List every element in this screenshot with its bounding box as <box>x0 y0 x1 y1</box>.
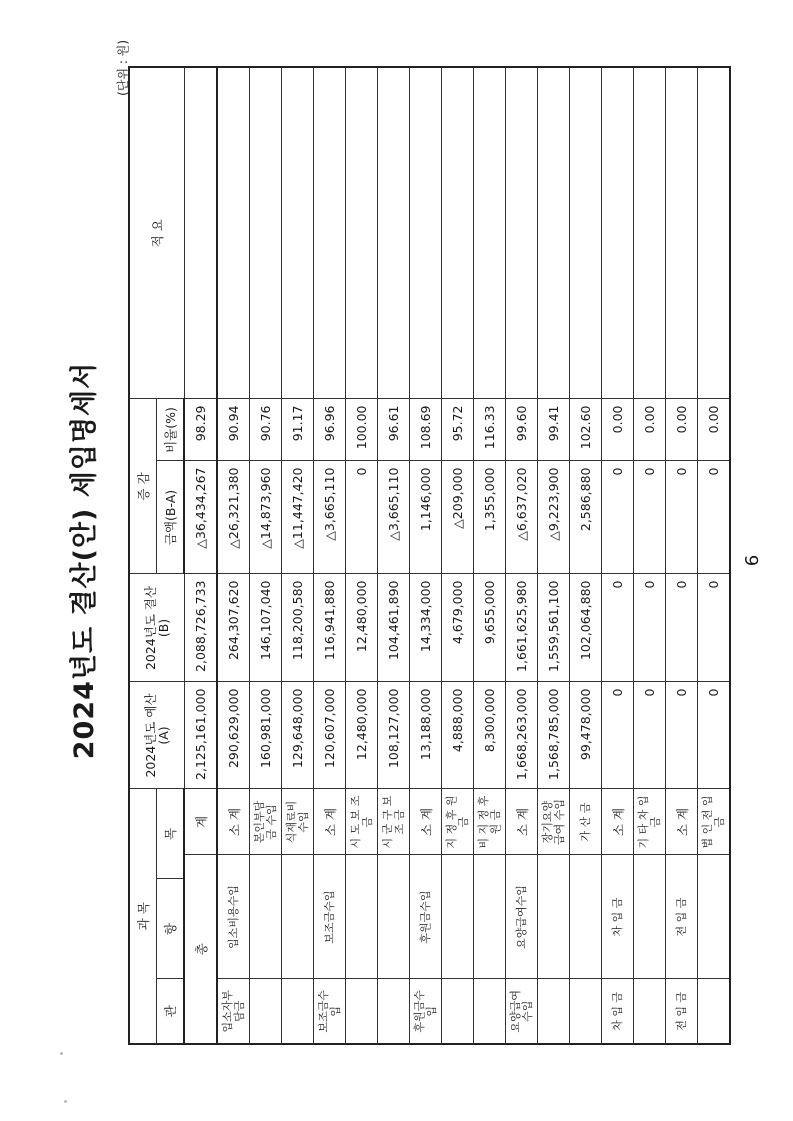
cell-hang <box>378 855 410 979</box>
cell-budget: 129,648,000 <box>282 682 314 789</box>
table-row <box>410 67 442 1044</box>
cell-hang <box>474 855 506 979</box>
cell-change-ratio: 102.60 <box>570 399 602 461</box>
cell-hang: 차 입 금 <box>602 855 634 979</box>
table-row <box>282 67 314 1044</box>
table-row <box>314 67 346 1044</box>
cell-budget: 1,568,785,000 <box>538 682 570 789</box>
cell-mok: 법 인 전 입 금 <box>698 789 731 855</box>
cell-gwan: 입소자부담금 <box>217 979 250 1044</box>
header-remarks: 적 요 <box>129 67 184 399</box>
table-row <box>538 67 570 1044</box>
cell-change-ratio: 108.69 <box>410 399 442 461</box>
cell-change-amount: 0 <box>602 461 634 574</box>
cell-hang: 입소비용수입 <box>217 855 250 979</box>
cell-change-amount: △26,321,380 <box>217 461 250 574</box>
cell-change-ratio: 96.61 <box>378 399 410 461</box>
cell-gwan <box>634 979 666 1044</box>
cell-change-ratio: 100.00 <box>346 399 378 461</box>
table-row <box>570 67 602 1044</box>
table-row <box>666 67 698 1044</box>
cell-mok: 장기요양급여 수입 <box>538 789 570 855</box>
cell-change-ratio: 99.41 <box>538 399 570 461</box>
cell-mok: 소 계 <box>314 789 346 855</box>
cell-mok: 소 계 <box>217 789 250 855</box>
cell-change-ratio: 0.00 <box>698 399 731 461</box>
cell-settlement: 104,461,890 <box>378 574 410 682</box>
cell-budget: 8,300,000 <box>474 682 506 789</box>
cell-mok: 소 계 <box>666 789 698 855</box>
cell-change-amount: △209,000 <box>442 461 474 574</box>
cell-budget: 160,981,000 <box>250 682 282 789</box>
cell-budget: 0 <box>634 682 666 789</box>
cell-settlement: 0 <box>602 574 634 682</box>
cell-remarks <box>570 67 602 399</box>
cell-gwan <box>282 979 314 1044</box>
cell-settlement: 1,559,561,100 <box>538 574 570 682</box>
cell-mok: 본인부담금 수입 <box>250 789 282 855</box>
table-row <box>250 67 282 1044</box>
cell-settlement: 264,307,620 <box>217 574 250 682</box>
cell-change-ratio: 90.76 <box>250 399 282 461</box>
cell-settlement: 146,107,040 <box>250 574 282 682</box>
cell-budget: 108,127,000 <box>378 682 410 789</box>
cell-settlement: 1,661,625,980 <box>506 574 538 682</box>
cell-change-ratio: 90.94 <box>217 399 250 461</box>
cell-settlement: 2,088,726,733 <box>184 574 217 682</box>
cell-remarks <box>314 67 346 399</box>
cell-remarks <box>634 67 666 399</box>
cell-remarks <box>442 67 474 399</box>
cell-change-amount: △11,447,420 <box>282 461 314 574</box>
cell-mok: 소 계 <box>506 789 538 855</box>
cell-budget: 1,668,263,000 <box>506 682 538 789</box>
cell-gwan <box>474 979 506 1044</box>
cell-change-amount: 1,146,000 <box>410 461 442 574</box>
unit-label: (단위 : 원) <box>116 40 130 96</box>
cell-mok: 가 산 금 <box>570 789 602 855</box>
cell-budget: 0 <box>602 682 634 789</box>
cell-remarks <box>602 67 634 399</box>
cell-budget: 120,607,000 <box>314 682 346 789</box>
cell-remarks <box>506 67 538 399</box>
table-row <box>634 67 666 1044</box>
cell-remarks <box>184 67 217 399</box>
cell-gwan <box>538 979 570 1044</box>
cell-change-amount: 0 <box>634 461 666 574</box>
header-mok: 목 <box>157 789 185 879</box>
cell-remarks <box>378 67 410 399</box>
cell-mok: 소 계 <box>602 789 634 855</box>
cell-hang <box>570 855 602 979</box>
cell-gwan <box>698 979 731 1044</box>
cell-gwan <box>346 979 378 1044</box>
table-row <box>217 67 250 1044</box>
cell-settlement: 0 <box>634 574 666 682</box>
cell-budget: 0 <box>698 682 731 789</box>
header-gwan: 관 <box>157 979 185 1044</box>
header-change-ratio: 비율(%) <box>157 399 185 461</box>
cell-gwan: 전 입 금 <box>666 979 698 1044</box>
cell-mok: 기 타 차 입 금 <box>634 789 666 855</box>
cell-gwan: 차 입 금 <box>602 979 634 1044</box>
cell-remarks <box>698 67 731 399</box>
cell-budget: 13,188,000 <box>410 682 442 789</box>
header-change-amount: 금액(B-A) <box>157 461 185 574</box>
cell-gwan: 후원금수입 <box>410 979 442 1044</box>
cell-gwan <box>378 979 410 1044</box>
header-settlement: 2024년도 결산(B) <box>129 574 184 682</box>
cell-settlement: 0 <box>666 574 698 682</box>
cell-remarks <box>666 67 698 399</box>
cell-hang <box>538 855 570 979</box>
cell-settlement: 0 <box>698 574 731 682</box>
cell-hang <box>346 855 378 979</box>
cell-remarks <box>250 67 282 399</box>
revenue-table <box>128 66 731 1045</box>
cell-hang <box>698 855 731 979</box>
cell-remarks <box>282 67 314 399</box>
cell-change-amount: 0 <box>698 461 731 574</box>
cell-mok: 시 도 보 조 금 <box>346 789 378 855</box>
header-group: 과 목 <box>129 789 157 1044</box>
cell-change-ratio: 96.96 <box>314 399 346 461</box>
table-row <box>346 67 378 1044</box>
cell-settlement: 12,480,000 <box>346 574 378 682</box>
cell-hang <box>250 855 282 979</box>
cell-settlement: 118,200,580 <box>282 574 314 682</box>
cell-settlement: 116,941,880 <box>314 574 346 682</box>
cell-change-ratio: 0.00 <box>634 399 666 461</box>
cell-hang <box>442 855 474 979</box>
cell-mok: 식재료비 수입 <box>282 789 314 855</box>
cell-hang: 전 입 금 <box>666 855 698 979</box>
cell-mok: 소 계 <box>410 789 442 855</box>
cell-change-amount: △9,223,900 <box>538 461 570 574</box>
page-title: 2024년도 결산(안) 세입명세서 <box>69 361 100 760</box>
cell-change-amount: △3,665,110 <box>314 461 346 574</box>
cell-settlement: 102,064,880 <box>570 574 602 682</box>
cell-budget: 2,125,161,000 <box>184 682 217 789</box>
cell-change-ratio: 0.00 <box>666 399 698 461</box>
cell-hang: 후원금수입 <box>410 855 442 979</box>
cell-hang: 보조금수입 <box>314 855 346 979</box>
cell-gwan <box>442 979 474 1044</box>
cell-change-ratio: 0.00 <box>602 399 634 461</box>
page-number: 6 <box>742 554 763 567</box>
cell-change-ratio: 116.33 <box>474 399 506 461</box>
cell-gwan <box>250 979 282 1044</box>
cell-gwan <box>570 979 602 1044</box>
header-hang: 항 <box>157 879 185 979</box>
cell-change-ratio: 91.17 <box>282 399 314 461</box>
cell-settlement: 14,334,000 <box>410 574 442 682</box>
header-change: 증 감 <box>129 399 157 574</box>
cell-hang <box>634 855 666 979</box>
cell-hang <box>282 855 314 979</box>
cell-remarks <box>410 67 442 399</box>
cell-remarks <box>538 67 570 399</box>
table-row <box>474 67 506 1044</box>
cell-settlement: 9,655,000 <box>474 574 506 682</box>
cell-change-amount: 0 <box>666 461 698 574</box>
cell-hang: 요양급여수입 <box>506 855 538 979</box>
cell-mok: 계 <box>184 789 217 855</box>
cell-budget: 12,480,000 <box>346 682 378 789</box>
cell-budget: 0 <box>666 682 698 789</box>
table-row <box>442 67 474 1044</box>
cell-remarks <box>346 67 378 399</box>
table-row <box>698 67 731 1044</box>
cell-gwan: 요양급여수입 <box>506 979 538 1044</box>
cell-budget: 99,478,000 <box>570 682 602 789</box>
cell-mok: 지 정 후 원 금 <box>442 789 474 855</box>
cell-change-amount: △36,434,267 <box>184 461 217 574</box>
table-row <box>184 67 217 1044</box>
cell-remarks <box>474 67 506 399</box>
table-row <box>378 67 410 1044</box>
cell-change-ratio: 98.29 <box>184 399 217 461</box>
cell-change-ratio: 95.72 <box>442 399 474 461</box>
cell-mok: 시 군 구 보 조 금 <box>378 789 410 855</box>
header-row-1 <box>129 67 157 1044</box>
cell-change-amount: △3,665,110 <box>378 461 410 574</box>
cell-change-amount: 1,355,000 <box>474 461 506 574</box>
cell-settlement: 4,679,000 <box>442 574 474 682</box>
header-budget: 2024년도 예산(A) <box>129 682 184 789</box>
cell-budget: 290,629,000 <box>217 682 250 789</box>
cell-remarks <box>217 67 250 399</box>
cell-change-amount: △6,637,020 <box>506 461 538 574</box>
cell-change-ratio: 99.60 <box>506 399 538 461</box>
cell-change-amount: 2,586,880 <box>570 461 602 574</box>
cell-gwan: 총 <box>184 855 217 1044</box>
cell-change-amount: △14,873,960 <box>250 461 282 574</box>
cell-mok: 비 지 정 후 원 금 <box>474 789 506 855</box>
cell-gwan: 보조금수입 <box>314 979 346 1044</box>
cell-change-amount: 0 <box>346 461 378 574</box>
cell-budget: 4,888,000 <box>442 682 474 789</box>
table-row <box>506 67 538 1044</box>
table-row <box>602 67 634 1044</box>
